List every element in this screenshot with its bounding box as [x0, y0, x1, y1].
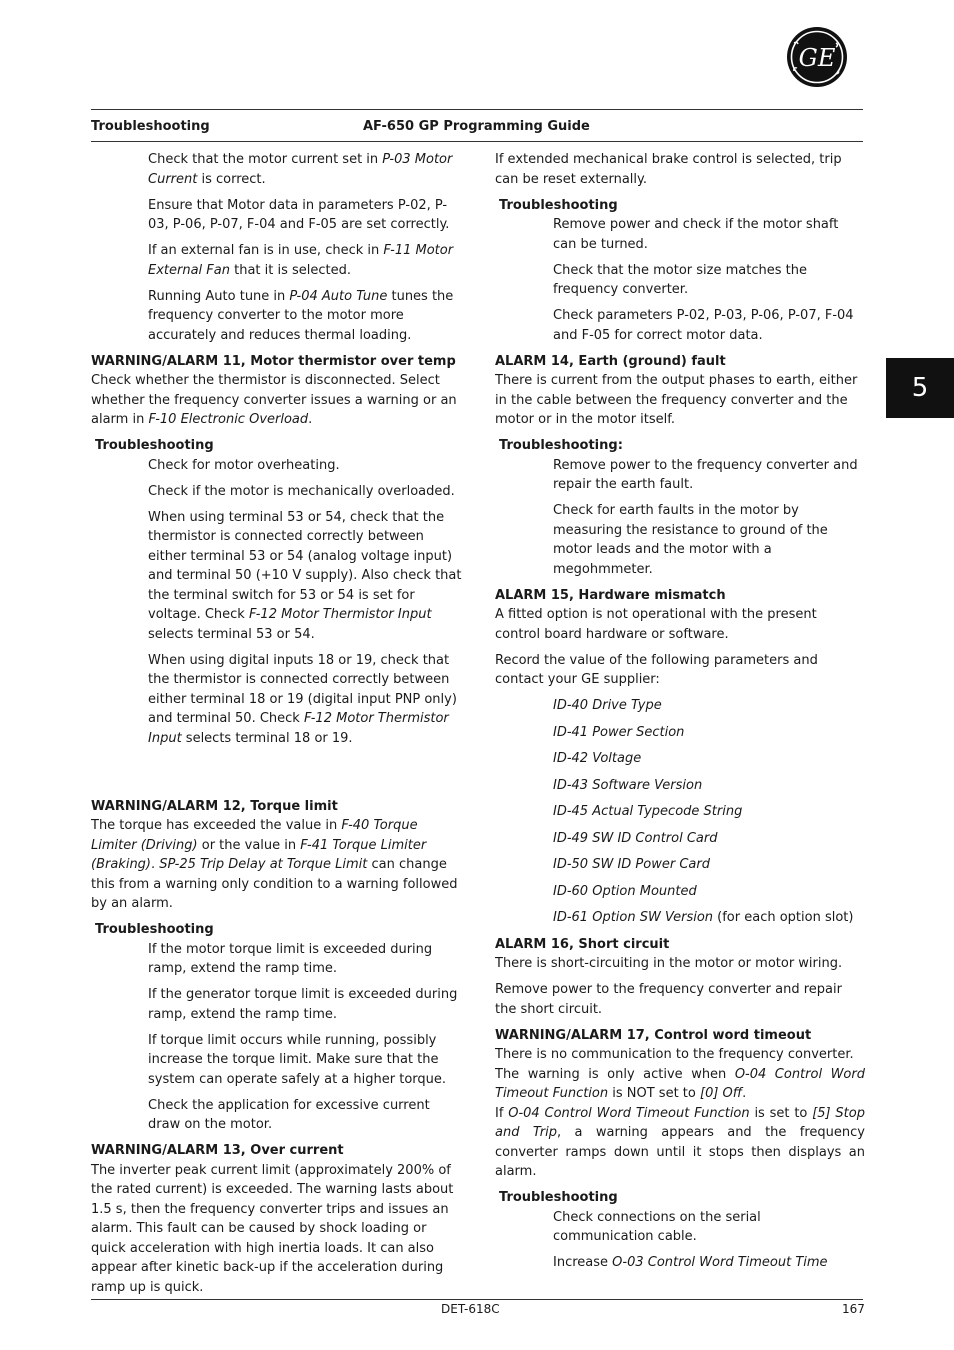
- parameter-reference: F-12 Motor Thermistor Input: [248, 607, 432, 622]
- parameter-reference: ID-41 Power Section: [553, 724, 685, 740]
- parameter-item: [495, 802, 865, 822]
- parameter-reference: P-03 Motor Current: [148, 152, 453, 187]
- parameter-item: [495, 723, 865, 743]
- list-item: [91, 1031, 463, 1090]
- parameter-reference: ID-50 SW ID Power Card: [553, 857, 710, 872]
- list-item: [495, 261, 865, 300]
- list-item: [495, 456, 865, 495]
- list-item: [495, 306, 865, 345]
- parameter-reference: O-04 Control Word Timeout Function: [508, 1105, 750, 1121]
- parameter-reference: F-12 Motor Thermistor Input: [148, 711, 449, 746]
- text-run: Remove power to the frequency converter and repair the earth fault.: [553, 457, 858, 492]
- parameter-item: [495, 855, 865, 875]
- running-header-section: Troubleshooting: [91, 119, 210, 134]
- text-run: Increase: [553, 1255, 613, 1270]
- alarm-13-troubleshooting-heading: Troubleshooting: [499, 197, 618, 213]
- parameter-reference: ID-40 Drive Type: [553, 698, 662, 713]
- list-item: [91, 287, 463, 346]
- parameter-reference: F-11 Motor External Fan: [148, 243, 454, 278]
- parameter-item: [495, 882, 865, 902]
- text-run: is correct.: [197, 171, 266, 187]
- list-item: [91, 651, 463, 749]
- text-run: Ensure that Motor data in parameters P-02, P-03, P-06, P-07, F-04 and F-05 are set correctly.: [148, 197, 450, 232]
- text-run: (for each option slot): [713, 910, 854, 925]
- alarm-11-list: [91, 456, 463, 749]
- parameter-reference: [5] Stop and Trip: [495, 1105, 865, 1140]
- list-item: [91, 1096, 463, 1135]
- text-run: Check parameters P-02, P-03, P-06, P-07, F-04 and F-05 for correct motor data.: [553, 308, 854, 343]
- alarm-15-body: A fitted option is not operational with the present control board hardware or software.: [495, 607, 817, 642]
- list-item: [495, 501, 865, 579]
- ge-logo: [786, 26, 848, 88]
- text-run: is NOT set to: [608, 1086, 700, 1101]
- text-run: Remove power and check if the motor shaft can be turned.: [553, 217, 839, 252]
- list-item: [91, 985, 463, 1024]
- chapter-tab: 5: [886, 358, 954, 418]
- text-run: , a warning appears and the frequency converter ramps down until it stops then displays an alarm.: [495, 1125, 865, 1179]
- alarm-17-heading: WARNING/ALARM 17, Control word timeout: [495, 1027, 812, 1043]
- text-run: selects terminal 53 or 54.: [148, 626, 315, 642]
- alarm-14-body: There is current from the output phases to earth, either in the cable between the frequency converter and the motor or in the motor itself.: [495, 373, 858, 427]
- text-run: The torque has exceeded the value in: [91, 818, 342, 833]
- list-item: [91, 940, 463, 979]
- alarm-12-body: [91, 816, 463, 914]
- text-run: selects terminal 18 or 19.: [181, 730, 353, 746]
- alarm-16-heading: ALARM 16, Short circuit: [495, 936, 670, 952]
- header-bottom-rule: [91, 141, 863, 142]
- text-run: Check connections on the serial communication cable.: [553, 1209, 761, 1244]
- alarm-12-list: [91, 940, 463, 1135]
- intro-list: [91, 150, 463, 345]
- alarm-12-heading: WARNING/ALARM 12, Torque limit: [91, 798, 338, 814]
- text-run: If the generator torque limit is exceeded during ramp, extend the ramp time.: [148, 987, 458, 1022]
- parameter-reference: [0] Off: [700, 1086, 743, 1101]
- text-run: Check for earth faults in the motor by measuring the resistance to ground of the motor leads and the motor with a megohmmeter.: [553, 503, 828, 577]
- parameter-reference: P-04 Auto Tune: [289, 288, 388, 304]
- text-run: or the value in: [197, 837, 301, 853]
- alarm-15-parameter-list: [495, 696, 865, 928]
- list-item: [91, 241, 463, 280]
- parameter-reference: ID-42 Voltage: [553, 751, 642, 766]
- right-column: [495, 150, 865, 1279]
- parameter-item: [495, 776, 865, 796]
- list-item: [495, 1253, 865, 1273]
- text-run: Running Auto tune in: [148, 288, 290, 304]
- list-item: [91, 150, 463, 189]
- parameter-item: [495, 829, 865, 849]
- alarm-15-heading: ALARM 15, Hardware mismatch: [495, 587, 726, 603]
- text-run: Check if the motor is mechanically overloaded.: [148, 483, 455, 499]
- alarm-14-heading: ALARM 14, Earth (ground) fault: [495, 353, 726, 369]
- parameter-reference: SP-25 Trip Delay at Torque Limit: [159, 857, 368, 872]
- text-run: Check the application for excessive current draw on the motor.: [148, 1097, 430, 1132]
- list-item: [495, 215, 865, 254]
- alarm-17-troubleshooting-heading: Troubleshooting: [499, 1190, 618, 1205]
- footer-doc-code: DET-618C: [441, 1302, 500, 1316]
- text-run: .: [308, 412, 313, 427]
- text-run: .: [151, 857, 160, 872]
- text-run: Check that the motor current set in: [148, 152, 383, 167]
- text-run: When using terminal 53 or 54, check that the thermistor is connected correctly between either terminal 53 or 54 (analog voltage input) and terminal 50 (+10 V supply). Also check that the terminal switch for 53 or 54 is set for voltage. Check: [148, 509, 462, 622]
- alarm-12-troubleshooting-heading: Troubleshooting: [95, 922, 214, 937]
- running-header-title: AF-650 GP Programming Guide: [363, 119, 590, 134]
- alarm-11-body: [91, 371, 463, 430]
- alarm-11-troubleshooting-heading: Troubleshooting: [95, 438, 214, 453]
- parameter-reference: F-41 Torque Limiter (Braking): [91, 837, 427, 872]
- parameter-reference: ID-60 Option Mounted: [553, 883, 697, 899]
- parameter-reference: F-10 Electronic Overload: [148, 412, 309, 427]
- list-item: [91, 456, 463, 476]
- alarm-16-body: There is short-circuiting in the motor or motor wiring.: [495, 956, 843, 971]
- logo-text: GE: [798, 44, 836, 72]
- list-item: [495, 1208, 865, 1247]
- text-run: Check whether the thermistor is disconnected. Select whether the frequency converter issues a warning or an alarm in: [91, 373, 457, 427]
- text-run: . If: [495, 1086, 747, 1121]
- alarm-13-heading: WARNING/ALARM 13, Over current: [91, 1143, 344, 1158]
- text-run: If the motor torque limit is exceeded during ramp, extend the ramp time.: [148, 941, 433, 976]
- list-item: [91, 196, 463, 235]
- parameter-reference: ID-43 Software Version: [553, 777, 703, 793]
- alarm-14-list: [495, 456, 865, 580]
- list-item: [91, 508, 463, 645]
- text-run: If an external fan is in use, check in: [148, 243, 384, 258]
- parameter-reference: ID-61 Option SW Version: [553, 910, 714, 925]
- alarm-14-troubleshooting-heading: Troubleshooting:: [499, 438, 623, 453]
- alarm-11-heading: WARNING/ALARM 11, Motor thermistor over temp: [91, 353, 456, 369]
- parameter-reference: O-04 Control Word Timeout Function: [495, 1066, 865, 1101]
- left-column: [91, 150, 463, 1304]
- alarm-17-body: [495, 1045, 865, 1182]
- text-run: Check for motor overheating.: [148, 457, 340, 473]
- text-run: is set to: [749, 1105, 813, 1121]
- parameter-item: [495, 696, 865, 716]
- text-run: When using digital inputs 18 or 19, check that the thermistor is connected correctly between either terminal 18 or 19 (digital input PNP only) and terminal 50. Check: [148, 652, 457, 726]
- alarm-15-record-note: Record the value of the following parameters and contact your GE supplier:: [495, 652, 818, 687]
- parameter-item: [495, 749, 865, 769]
- list-item: [91, 482, 463, 502]
- text-run: Check that the motor size matches the frequency converter.: [553, 262, 807, 297]
- alarm-13-body: The inverter peak current limit (approximately 200% of the rated current) is exceeded. The warning lasts about 1.5 s, then the frequency converter trips and issues an alarm. This fault can be caused by shock loading or quick acceleration with high inertia loads. It can also appear after kinetic back-up if the acceleration during ramp up is quick.: [91, 1162, 454, 1295]
- text-run: tunes the frequency converter to the motor more accurately and reduces thermal loading.: [148, 288, 454, 343]
- alarm-17-list: [495, 1208, 865, 1273]
- alarm-16-remedy: Remove power to the frequency converter and repair the short circuit.: [495, 982, 842, 1017]
- alarm-13-continuation: If extended mechanical brake control is selected, trip can be reset externally.: [495, 152, 842, 187]
- parameter-item: [495, 908, 865, 928]
- alarm-13-list: [495, 215, 865, 345]
- parameter-reference: ID-45 Actual Typecode String: [553, 804, 743, 819]
- footer-page-number: 167: [842, 1302, 865, 1316]
- text-run: If torque limit occurs while running, possibly increase the torque limit. Make sure that the system can operate safely at a higher torque.: [148, 1032, 447, 1087]
- text-run: There is no communication to the frequency converter. The warning is only active when: [495, 1047, 854, 1082]
- parameter-reference: ID-49 SW ID Control Card: [553, 830, 718, 846]
- text-run: can change this from a warning only condition to a warning followed by an alarm.: [91, 857, 458, 911]
- text-run: that it is selected.: [229, 262, 352, 278]
- parameter-reference: F-40 Torque Limiter (Driving): [91, 818, 418, 853]
- header-top-rule: [91, 109, 863, 110]
- parameter-reference: O-03 Control Word Timeout Time: [612, 1255, 828, 1270]
